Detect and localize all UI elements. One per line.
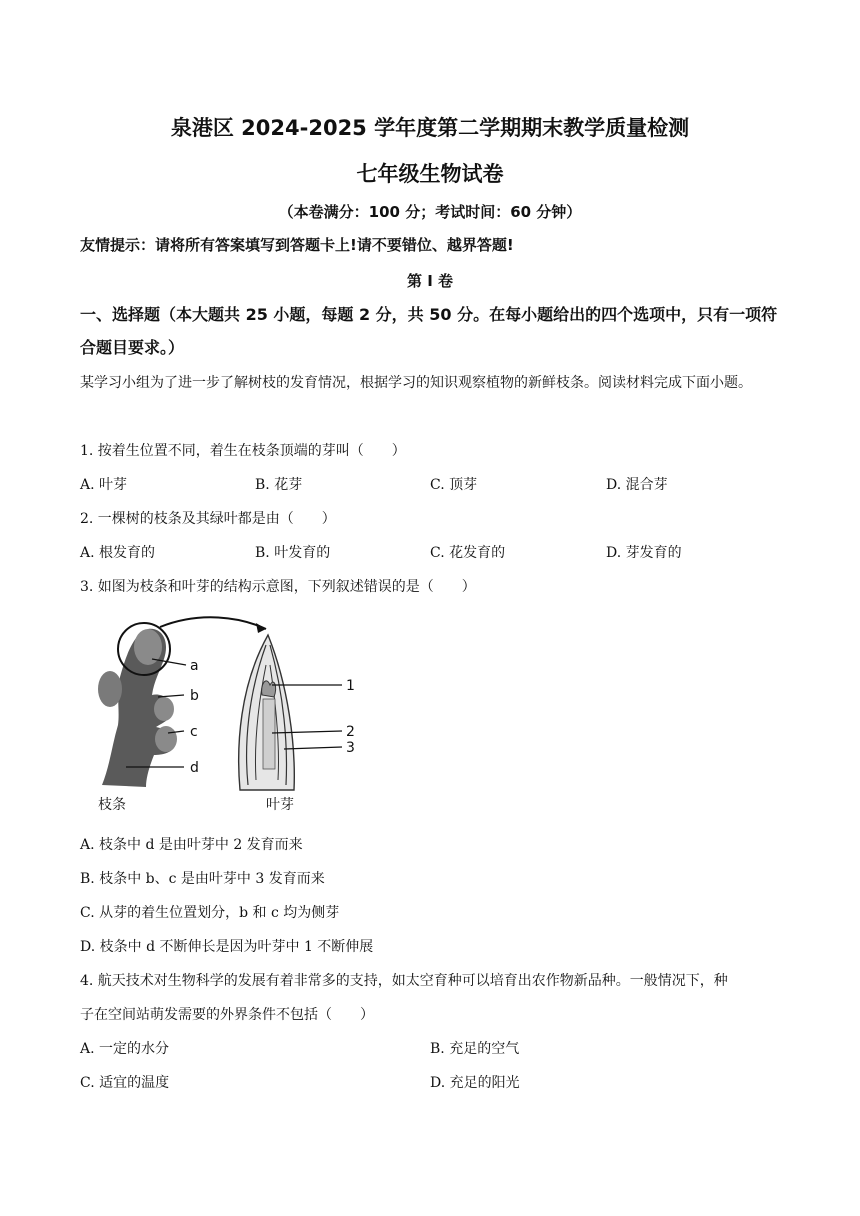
question-2-option-b: B. 叶发育的 xyxy=(255,545,331,561)
question-4-option-a: A. 一定的水分 xyxy=(80,1041,170,1057)
section-heading: 一、选择题（本大题共 25 小题，每题 2 分，共 50 分。在每小题给出的四个选项中，只有一项符合题目要求。） xyxy=(80,305,778,357)
question-2-option-a: A. 根发育的 xyxy=(80,545,156,561)
question-1-stem: 1. 按着生位置不同，着生在枝条顶端的芽叫（ ） xyxy=(80,443,406,459)
question-2-option-d: D. 芽发育的 xyxy=(606,545,682,561)
figure-label-d: d xyxy=(190,760,199,776)
volume-label: 第 I 卷 xyxy=(406,272,454,290)
question-4-option-b: B. 充足的空气 xyxy=(430,1041,520,1057)
figure-caption-twig: 枝条 xyxy=(98,797,126,813)
question-1-option-c: C. 顶芽 xyxy=(430,477,478,493)
arrow-line xyxy=(160,617,266,629)
question-1-option-a: A. 叶芽 xyxy=(80,477,128,493)
figure-label-3: 3 xyxy=(346,740,355,756)
twig-leaf-bud-diagram xyxy=(90,615,370,815)
question-1-option-d: D. 混合芽 xyxy=(606,477,668,493)
figure-label-2: 2 xyxy=(346,724,355,740)
figure-caption-leaf-bud: 叶芽 xyxy=(266,797,294,813)
twig-illustration xyxy=(98,623,177,787)
question-3-stem: 3. 如图为枝条和叶芽的结构示意图，下列叙述错误的是（ ） xyxy=(80,579,476,595)
exam-title: 泉港区 2024-2025 学年度第二学期期末教学质量检测 xyxy=(170,116,690,140)
question-2-option-c: C. 花发育的 xyxy=(430,545,506,561)
figure-label-1: 1 xyxy=(346,678,355,694)
section-intro: 某学习小组为了进一步了解树枝的发育情况，根据学习的知识观察植物的新鲜枝条。阅读材料完成下面小题。 xyxy=(80,375,752,391)
friendly-tip: 友情提示：请将所有答案填写到答题卡上!请不要错位、越界答题! xyxy=(80,236,514,254)
question-3-option-d: D. 枝条中 d 不断伸长是因为叶芽中 1 不断伸展 xyxy=(80,939,374,955)
exam-subtitle: 七年级生物试卷 xyxy=(356,162,504,186)
question-3-option-a: A. 枝条中 d 是由叶芽中 2 发育而来 xyxy=(80,837,303,853)
exam-info: （本卷满分：100 分；考试时间：60 分钟） xyxy=(278,203,582,221)
question-3-option-b: B. 枝条中 b、c 是由叶芽中 3 发育而来 xyxy=(80,871,325,887)
question-4-stem-line2: 子在空间站萌发需要的外界条件不包括（ ） xyxy=(80,1007,374,1023)
question-4-stem-line1: 4. 航天技术对生物科学的发展有着非常多的支持，如太空育种可以培育出农作物新品种。一般情况下，种 xyxy=(80,973,728,989)
question-2-stem: 2. 一棵树的枝条及其绿叶都是由（ ） xyxy=(80,511,336,527)
figure-label-c: c xyxy=(190,724,198,740)
question-4-option-c: C. 适宜的温度 xyxy=(80,1075,170,1091)
figure-label-b: b xyxy=(190,688,199,704)
figure-label-a: a xyxy=(190,658,199,674)
twig-and-leaf-bud-figure xyxy=(90,615,370,815)
question-3-option-c: C. 从芽的着生位置划分，b 和 c 均为侧芽 xyxy=(80,905,340,921)
question-1-option-b: B. 花芽 xyxy=(255,477,303,493)
question-4-option-d: D. 充足的阳光 xyxy=(430,1075,520,1091)
leaf-bud-illustration xyxy=(239,635,295,790)
